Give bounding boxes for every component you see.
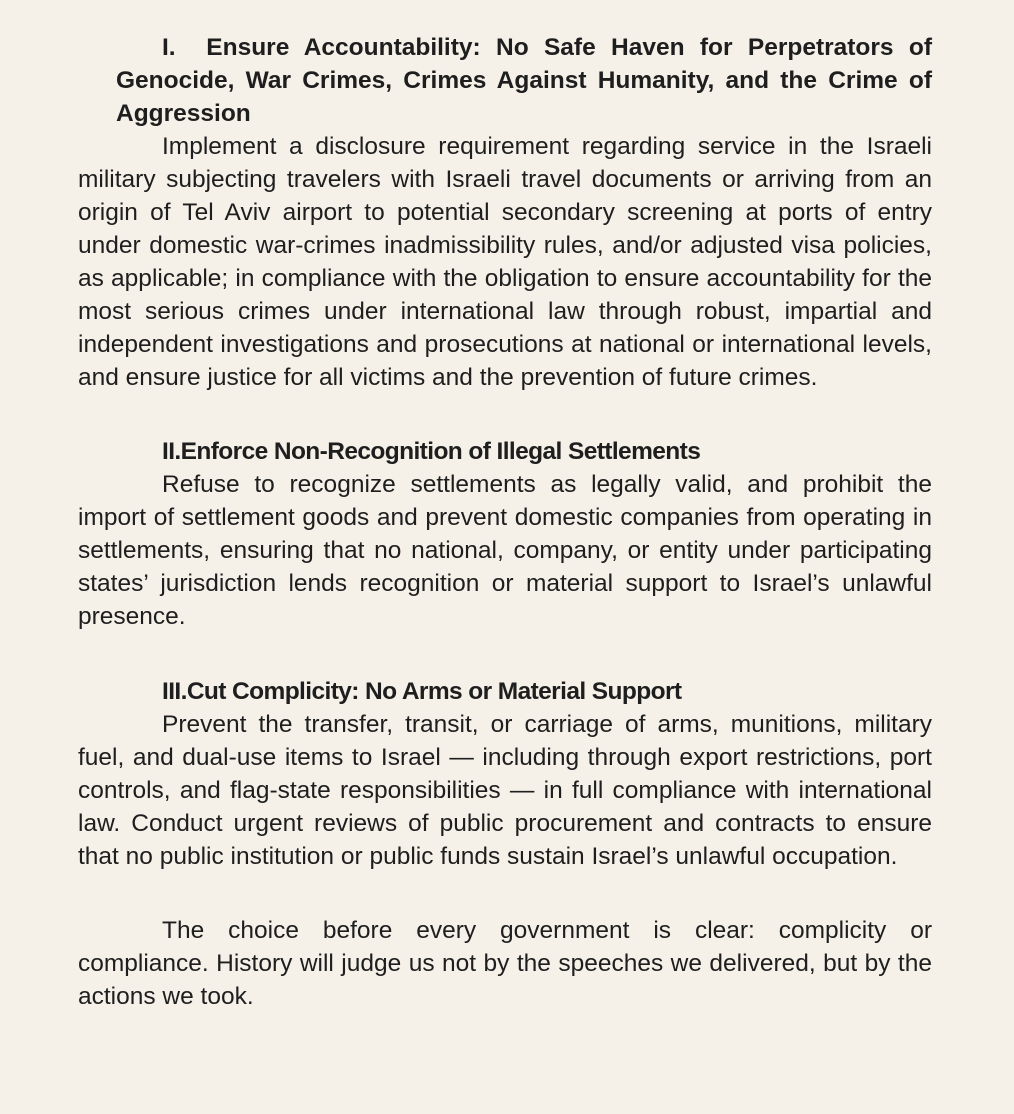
spacer [78,394,932,435]
section-number-2: II. [162,438,181,465]
section-heading-1 [78,31,932,130]
section-title-2: Enforce Non-Recognition of Illegal Settlements [180,438,701,465]
section-body-2: Refuse to recognize settlements as legally valid, and prohibit the import of settlement goods and prevent domestic companies from operating in settlements, ensuring that no national, company, or entity under participating states’ jurisdiction lends recognition or material support to Israel’s unlawful presence. [78,471,932,630]
section-body-3: Prevent the transfer, transit, or carriage of arms, munitions, military fuel, and dual-use items to Israel — including through export restrictions, port controls, and flag-state responsibilities — in full compliance with international law. Conduct urgent reviews of public procurement and contracts to ensure that no public institution or public funds sustain Israel’s unlawful occupation. [78,711,932,870]
spacer [78,633,932,675]
section-heading-3 [78,675,932,708]
section-body-1: Implement a disclosure requirement regarding service in the Israeli military subjecting travelers with Israeli travel documents or arriving from an origin of Tel Aviv airport to potential secondary screening at ports of entry under domestic war-crimes inadmissibility rules, and/or adjusted visa policies, as applicable; in compliance with the obligation to ensure accountability for the most serious crimes under international law through robust, impartial and independent investigations and prosecutions at national or international levels, and ensure justice for all victims and the prevention of future crimes. [78,133,932,391]
section-heading-2 [78,435,932,468]
spacer [78,873,932,914]
closing-paragraph: The choice before every government is clear: complicity or compliance. History will judge us not by the speeches we delivered, but by the actions we took. [78,917,932,1010]
section-number-3: III. [162,678,187,705]
section-title-1: Ensure Accountability: No Safe Haven for Perpetrators of Genocide, War Crimes, Crimes Against Humanity, and the Crime of Aggression [116,34,932,127]
section-number-1: I. [162,34,176,61]
section-title-3: Cut Complicity: No Arms or Material Support [186,678,682,705]
